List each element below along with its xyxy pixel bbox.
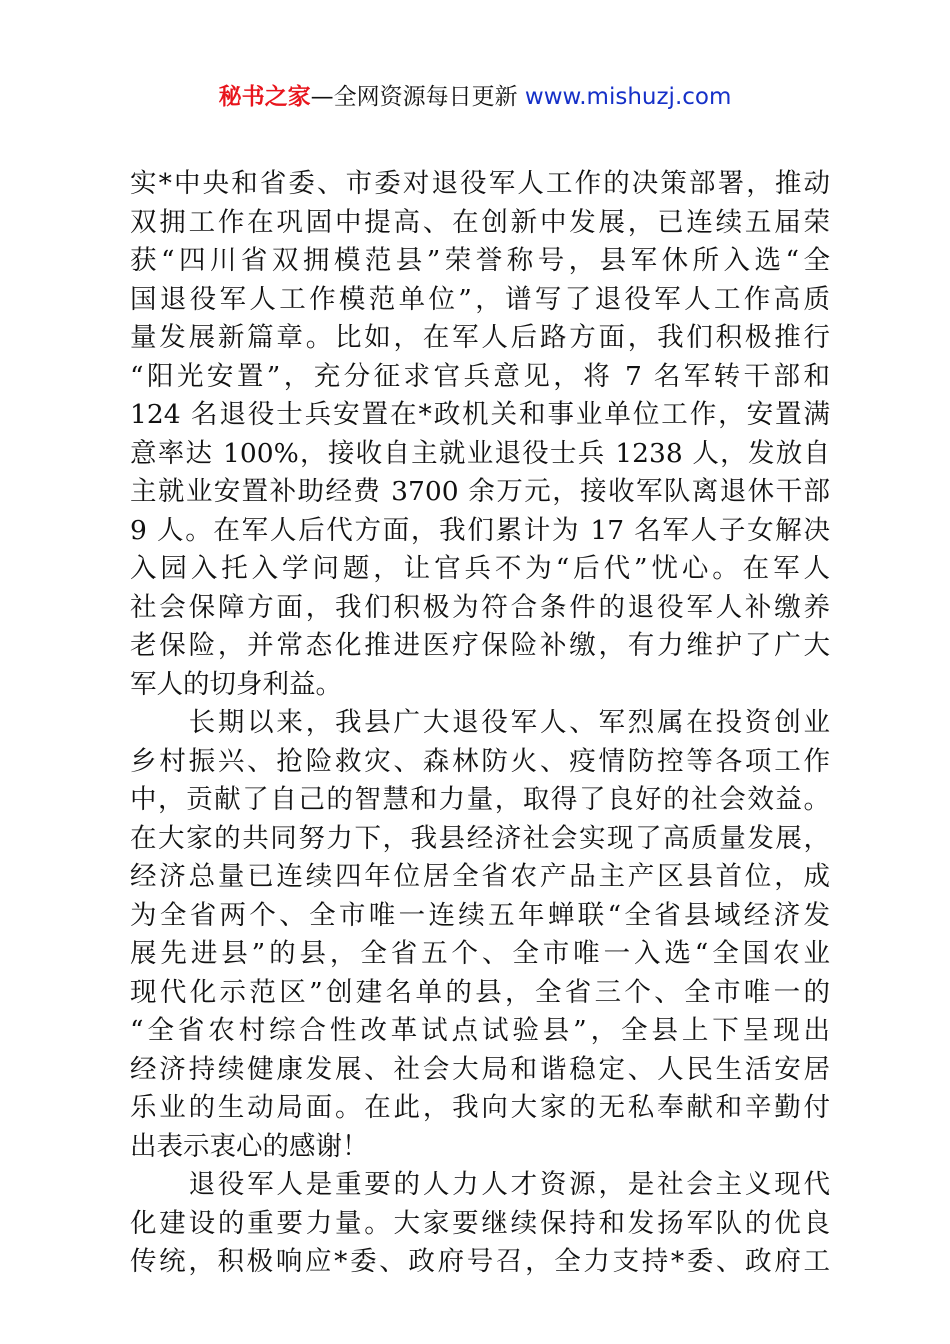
site-url-link[interactable]: www.mishuzj.com [524,84,732,110]
text-line: 双拥工作在巩固中提高、在创新中发展，已连续五届荣 [130,206,830,238]
text-line: 意率达 100%，接收自主就业退役士兵 1238 人，发放自 [130,437,830,469]
text-line: 实*中央和省委、市委对退役军人工作的决策部署，推动 [130,168,830,199]
text-line: 乐业的生动局面。在此，我向大家的无私奉献和辛勤付 [130,1092,830,1123]
text-line: 9 人。在军人后代方面，我们累计为 17 名军人子女解决 [130,514,830,546]
text-line: 在大家的共同努力下，我县经济社会实现了高质量发展， [130,822,830,854]
text-line: 乡村振兴、抢险救灾、森林防火、疫情防控等各项工作 [130,745,830,777]
text-line: 老保险，并常态化推进医疗保险补缴，有力维护了广大 [130,630,830,661]
text-line: 经济持续健康发展、社会大局和谐稳定、人民生活安居 [130,1053,830,1085]
text-line: “全省农村综合性改革试点试验县”，全县上下呈现出 [130,1015,830,1046]
text-line: 量发展新篇章。比如，在军人后路方面，我们积极推行 [130,322,830,353]
text-line: 主就业安置补助经费 3700 余万元，接收军队离退休干部 [130,476,830,507]
header-tagline: —全网资源每日更新 [310,84,525,110]
text-line: 长期以来，我县广大退役军人、军烈属在投资创业 [130,707,830,738]
text-line: 社会保障方面，我们积极为符合条件的退役军人补缴养 [130,591,830,623]
text-line: “阳光安置”，充分征求官兵意见，将 7 名军转干部和 [130,360,830,392]
text-line: 入园入托入学问题，让官兵不为“后代”忧心。在军人 [130,553,830,584]
text-line: 出表示衷心的感谢！ [130,1130,369,1162]
text-line: 124 名退役士兵安置在*政机关和事业单位工作，安置满 [130,399,830,430]
text-line: 退役军人是重要的人力人才资源，是社会主义现代 [130,1169,830,1200]
text-line: 传统，积极响应*委、政府号召，全力支持*委、政府工 [130,1246,830,1277]
brand-name: 秘书之家 [218,84,311,110]
text-line: 军人的切身利益。 [130,668,342,700]
document-body [130,165,830,1282]
site-header [0,80,950,114]
text-line: 现代化示范区”创建名单的县，全省三个、全市唯一的 [130,976,830,1008]
text-line: 经济总量已连续四年位居全省农产品主产区县首位，成 [130,861,830,892]
text-line: 展先进县”的县，全省五个、全市唯一入选“全国农业 [130,938,830,969]
text-line: 国退役军人工作模范单位”，谱写了退役军人工作高质 [130,283,830,315]
text-line: 中，贡献了自己的智慧和力量，取得了良好的社会效益。 [130,784,830,815]
text-line: 化建设的重要力量。大家要继续保持和发扬军队的优良 [130,1207,830,1239]
text-line: 获“四川省双拥模范县”荣誉称号，县军休所入选“全 [130,245,830,276]
text-line: 为全省两个、全市唯一连续五年蝉联“全省县域经济发 [130,899,830,931]
